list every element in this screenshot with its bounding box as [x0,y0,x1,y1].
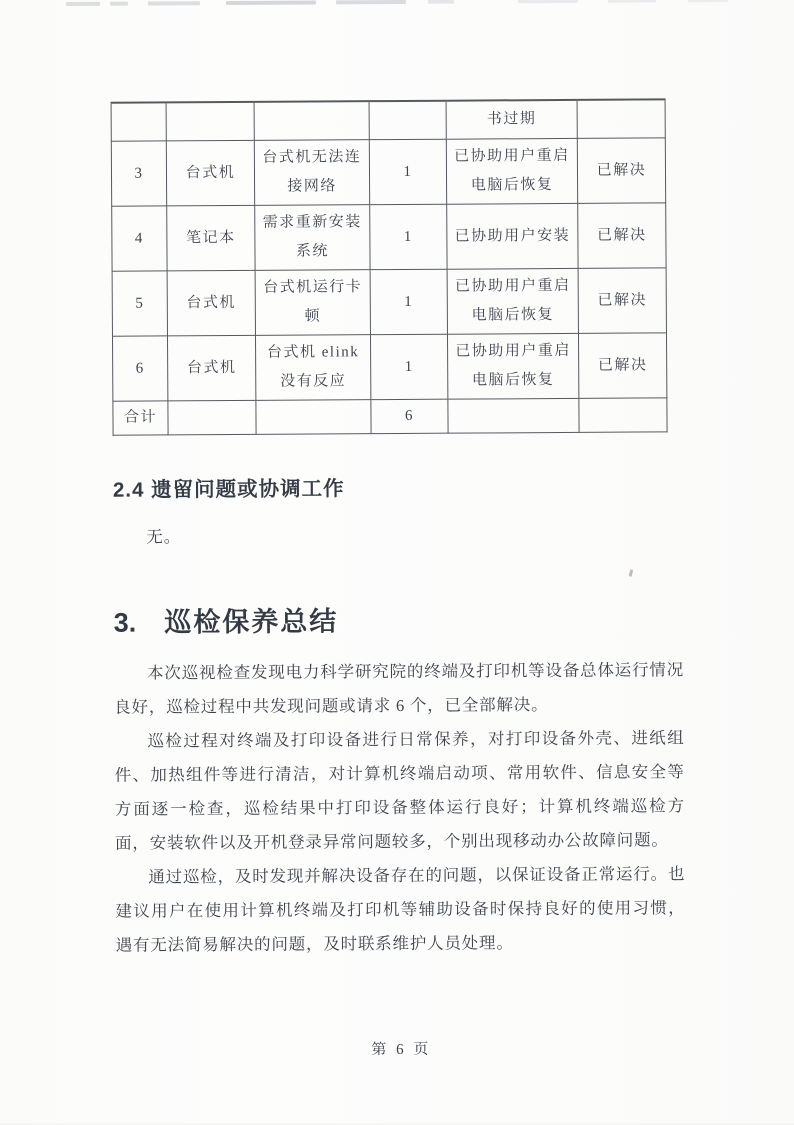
paragraph: 通过巡检，及时发现并解决设备存在的问题，以保证设备正常运行。也建议用户在使用计算机终端及打印机等辅助设备时保持良好的使用习惯，遇有无法简易解决的问题，及时联系维护人员处理。 [115,864,686,955]
table-cell: 5 [112,271,167,336]
table-cell: 已协助用户重启电脑后恢复 [447,333,578,399]
table-cell [254,101,369,140]
table-cell: 合计 [113,401,168,435]
section-3-title: 巡检保养总结 [164,606,339,638]
page-number: 第 6 页 [371,1041,432,1059]
paragraph: 巡检过程对终端及打印设备进行日常保养，对打印设备外壳、进纸组件、加热组件等进行清洁，对计算机终端启动项、常用软件、信息安全等方面逐一检查，巡检结果中打印设备整体运行良好；计算机终端巡检方面，安装软件以及开机登录异常问题较多，个别出现移动办公故障问题。 [114,728,685,853]
table-row [112,268,666,336]
section-2-4-heading: 2.4 遗留问题或协调工作 [112,477,345,502]
table-cell: 已协助用户安装 [447,203,578,269]
table-row [112,203,666,271]
table-row-continuation [111,99,665,141]
table-cell: 3 [111,141,166,206]
table-cell: 台式机 [167,270,255,336]
table-cell: 6 [112,336,167,401]
table-cell: 1 [370,204,447,269]
table-cell: 笔记本 [167,205,255,271]
table-cell: 台式机运行卡顿 [255,270,370,336]
table-cell: 1 [369,139,446,204]
table-row [111,138,665,206]
table-cell: 已解决 [578,333,666,399]
scan-artifact-top-edge [0,0,792,8]
table-cell: 台式机 [166,140,254,206]
table-cell: 4 [112,206,167,271]
table-cell: 6 [371,399,448,433]
document-body [113,424,686,962]
section-3-paragraphs [114,653,686,962]
table-cell: 书过期 [446,100,577,139]
table-cell: 已解决 [577,138,665,204]
table-cell: 台式机 [167,335,255,401]
table-cell: 已协助用户重启电脑后恢复 [447,268,578,334]
table-cell: 需求重新安装系统 [255,205,370,271]
table-cell: 已解决 [578,268,666,334]
table-cell: 台式机 elink 没有反应 [255,335,370,401]
table-cell [166,102,254,141]
inspection-issues-table [111,98,668,435]
table-cell: 台式机无法连接网络 [254,140,369,206]
table-cell: 1 [370,334,447,399]
section-3-heading [114,600,684,641]
section-3-number: 3. [113,607,137,638]
paragraph: 本次巡视检查发现电力科学研究院的终端及打印机等设备总体运行情况良好，巡检过程中共发现问题或请求 6 个，已全部解决。 [114,660,685,717]
table-cell [111,102,166,141]
table-cell [369,101,446,140]
section-2-4-body: 无。 [146,527,182,547]
table-cell: 已协助用户重启电脑后恢复 [446,138,577,204]
table-cell: 1 [370,269,447,334]
table-cell: 已解决 [578,203,666,269]
table-row [112,333,666,401]
table-cell [577,99,665,138]
